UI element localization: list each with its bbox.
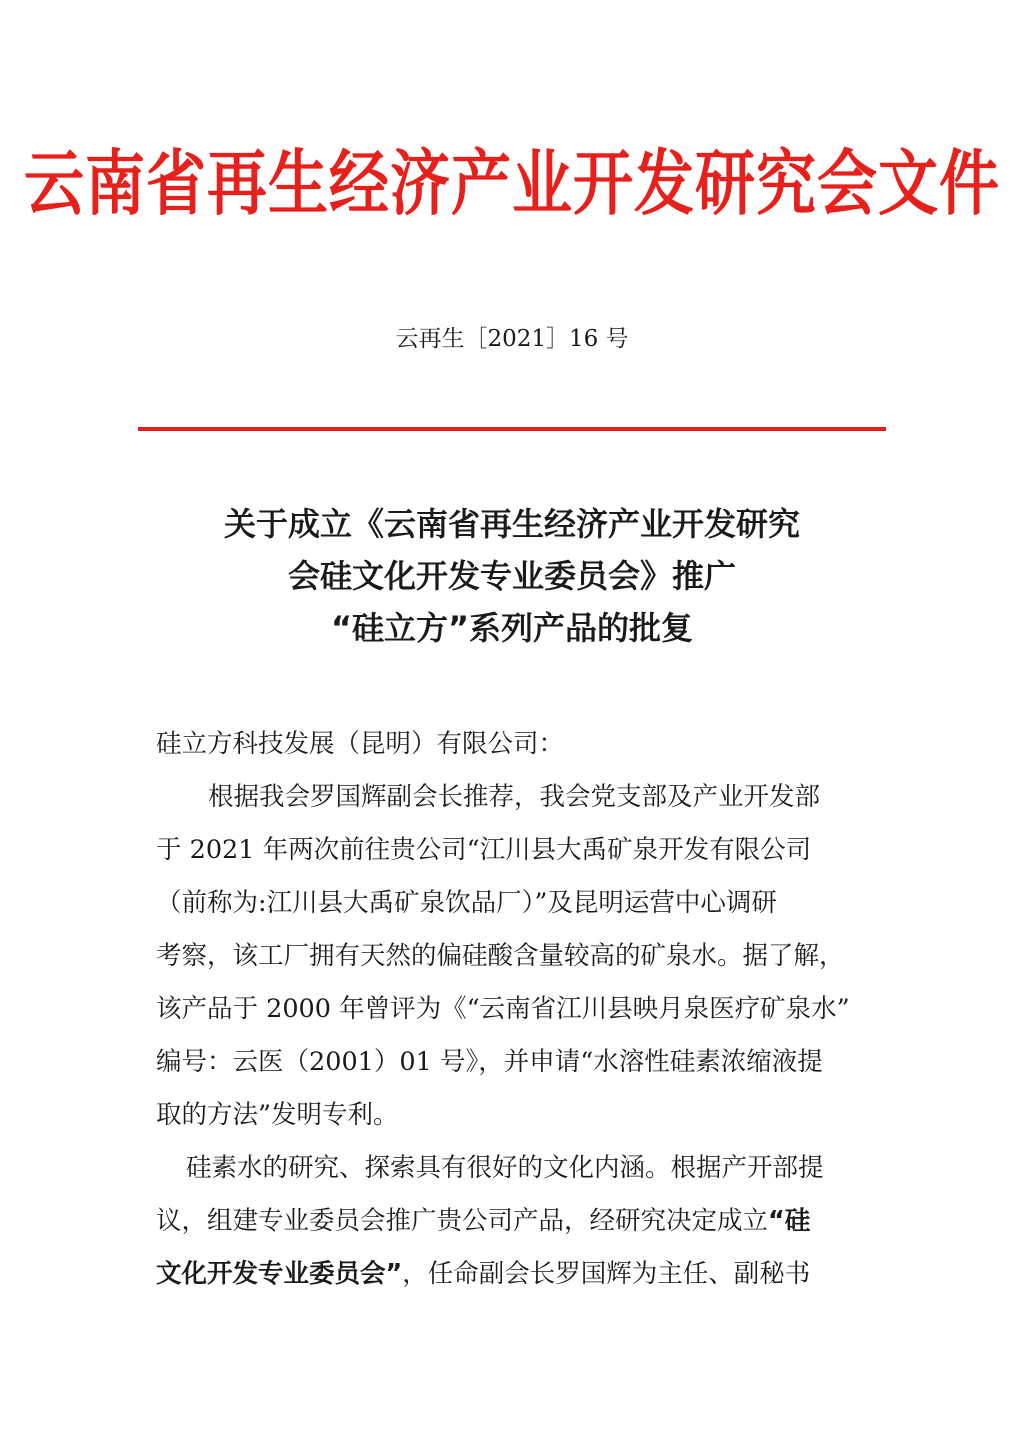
paragraph-2-line-2 [156, 1195, 876, 1248]
document-masthead: 云南省再生经济产业开发研究会文件 [24, 143, 1000, 226]
document-number: 云再生［2021］16 号 [395, 326, 629, 352]
paragraph-1-line-3: （前称为:江川县大禹矿泉饮品厂）”及昆明运营中心调研 [156, 888, 777, 918]
paragraph-1-line-6: 编号：云医（2001）01 号》，并申请“水溶性硅素浓缩液提 [156, 1047, 823, 1077]
recipient-line: 硅立方科技发展（昆明）有限公司： [156, 729, 565, 759]
paragraph-1-line-5: 该产品于 2000 年曾评为《“云南省江川县映月泉医疗矿泉水” [156, 994, 850, 1024]
paragraph-1-line-2: 于 2021 年两次前往贵公司“江川县大禹矿泉开发有限公司 [156, 835, 812, 865]
paragraph-2-committee-name-end: 文化开发专业委员会” [156, 1259, 403, 1289]
title-line-1: 关于成立《云南省再生经济产业开发研究 [223, 505, 800, 543]
paragraph-1-line-4: 考察，该工厂拥有天然的偏硅酸含量较高的矿泉水。据了解， [156, 941, 845, 971]
title-line-2: 会硅文化开发专业委员会》推广 [287, 557, 736, 595]
paragraph-2 [156, 1142, 876, 1301]
paragraph-2-line-1: 硅素水的研究、探索具有很好的文化内涵。根据产开部提 [186, 1153, 824, 1183]
paragraph-1 [156, 771, 876, 1142]
title-line-3: “硅立方”系列产品的批复 [330, 609, 694, 647]
red-divider-line [138, 427, 886, 431]
paragraph-1-line-7: 取的方法”发明专利。 [156, 1100, 399, 1130]
paragraph-2-line-3-text: ，任命副会长罗国辉为主任、副秘书 [402, 1259, 811, 1289]
paragraph-1-line-1: 根据我会罗国辉副会长推荐，我会党支部及产业开发部 [208, 782, 821, 812]
document-title [120, 498, 904, 654]
paragraph-2-line-3 [156, 1248, 876, 1301]
paragraph-2-committee-name-start: “硅 [768, 1206, 811, 1236]
paragraph-2-line-2-text: 议，组建专业委员会推广贵公司产品，经研究决定成立 [156, 1206, 769, 1236]
document-body [156, 718, 876, 1301]
